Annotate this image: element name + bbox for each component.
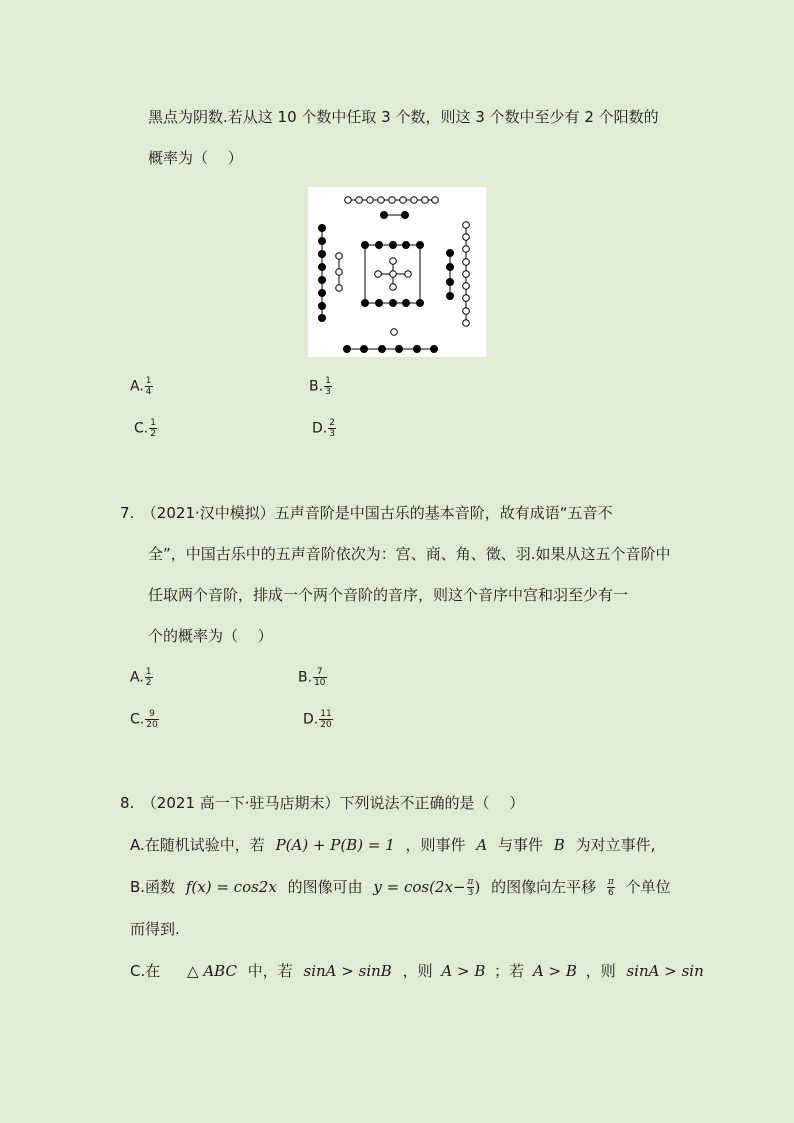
q6-option-a-fraction: $\frac{1}{4}$ <box>145 376 152 397</box>
q7-option-a-fraction: $\frac{1}{2}$ <box>145 667 152 688</box>
q8-statement-b-line2: 而得到. <box>130 920 180 938</box>
q7-text-line4: 个的概率为（ ） <box>148 627 273 645</box>
left-white-column <box>336 253 343 292</box>
q8-b-function-y: y = cos(2x− <box>373 878 466 896</box>
right-white-column <box>463 222 470 327</box>
q8-b-pi-over-6: $\frac{\pi}{6}$ <box>607 877 614 898</box>
q7-option-b-fraction: $\frac{7}{10}$ <box>314 667 326 688</box>
top-black-pair <box>381 212 409 219</box>
q6-option-c-fraction: $\frac{1}{2}$ <box>150 418 156 439</box>
q8-statement-c: C.在 △ ABC 中，若 sinA > sinB ，则 A > B ；若 A > B ，则 sinA > sin <box>130 962 704 980</box>
luoshu-dot-figure <box>308 187 486 357</box>
q7-text-line2: 全”，中国古乐中的五声音阶依次为：宫、商、角、徵、羽.如果从这五个音阶中 <box>148 545 671 563</box>
q7-option-a[interactable]: A. $\frac{1}{2}$ <box>130 667 152 688</box>
q6-text-line2: 概率为（ ） <box>148 149 243 167</box>
q6-option-d-fraction: $\frac{2}{3}$ <box>329 418 335 439</box>
q6-option-c[interactable]: C. $\frac{1}{2}$ <box>134 418 156 439</box>
left-black-column <box>319 225 326 322</box>
q8-b-function-f: f(x) = cos2x <box>185 878 277 896</box>
q7-text-line1: 7. （2021·汉中模拟）五声音阶是中国古乐的基本音阶，故有成语“五音不 <box>120 504 613 522</box>
q7-option-c-fraction: $\frac{9}{20}$ <box>146 709 158 730</box>
q7-option-d[interactable]: D. $\frac{11}{20}$ <box>303 709 332 730</box>
q7-option-c[interactable]: C. $\frac{9}{20}$ <box>130 709 158 730</box>
bottom-white-dot <box>391 329 398 336</box>
q7-option-d-fraction: $\frac{11}{20}$ <box>320 709 332 730</box>
q8-text-line1: 8. （2021 高一下·驻马店期末）下列说法不正确的是（ ） <box>120 794 525 812</box>
q6-option-a[interactable]: A. $\frac{1}{4}$ <box>130 376 152 397</box>
q6-option-b[interactable]: B. $\frac{1}{3}$ <box>309 376 331 397</box>
q8-c-triangle: △ ABC <box>187 962 237 980</box>
q6-option-b-fraction: $\frac{1}{3}$ <box>325 376 331 397</box>
q6-option-d[interactable]: D. $\frac{2}{3}$ <box>312 418 335 439</box>
center-white-cross <box>375 258 412 291</box>
top-white-dots <box>345 197 439 204</box>
q7-text-line3: 任取两个音阶，排成一个两个音阶的音序，则这个音序中宫和羽至少有一 <box>148 586 629 604</box>
q7-option-b[interactable]: B. $\frac{7}{10}$ <box>298 667 326 688</box>
q6-text-line1: 黑点为阴数.若从这 10 个数中任取 3 个数，则这 3 个数中至少有 2 个阳数的 <box>148 108 659 126</box>
bottom-black-row <box>344 346 438 353</box>
right-black-column <box>447 250 454 300</box>
q8-b-pi-over-3: $\frac{\pi}{3}$ <box>467 877 474 898</box>
q8-a-probability-expr: P(A) + P(B) = 1 <box>275 836 395 854</box>
q8-statement-a: A.在随机试验中，若 P(A) + P(B) = 1 ，则事件 A 与事件 B 为对立事件, <box>130 836 656 854</box>
q8-statement-b: B.函数 f(x) = cos2x 的图像可由 y = cos(2x− $\frac{\pi}{3}$ ) 的图像向左平移 $\frac{\pi}{6}$ 个单位 <box>130 877 671 898</box>
